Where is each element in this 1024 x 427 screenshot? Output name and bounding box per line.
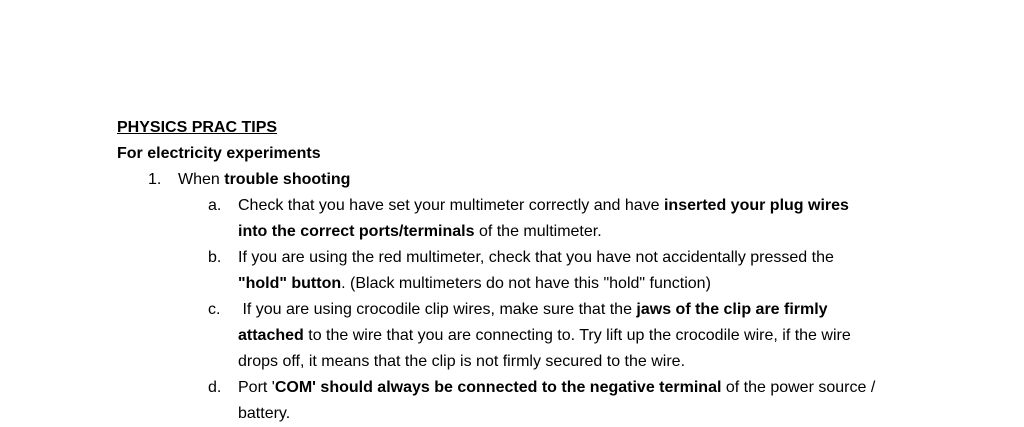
sub-item-d-l1-plain-a: Port ' [238, 379, 275, 396]
sub-item-c-l3-plain: drops off, it means that the clip is not firmly secured to the wire. [238, 353, 686, 370]
sub-item-a-l1-plain: Check that you have set your multimeter correctly and have [238, 197, 664, 214]
sub-item-b-l1-plain: If you are using the red multimeter, check that you have not accidentally pressed the [238, 249, 834, 266]
sub-item-c-l1-plain: If you are using crocodile clip wires, make sure that the [238, 301, 637, 318]
section-subtitle: For electricity experiments [117, 145, 321, 162]
sub-item-c-line-1 [238, 297, 828, 323]
sub-item-d-marker: d. [208, 379, 222, 396]
sub-item-d-l1-plain-b: of the power source / [721, 379, 876, 396]
sub-item-b-l2-bold: "hold" button [238, 275, 342, 292]
document-title: PHYSICS PRAC TIPS [117, 119, 278, 136]
sub-item-a-l2-plain: of the multimeter. [474, 223, 602, 240]
sub-item-a-l1-bold: inserted your plug wires [663, 197, 849, 214]
sub-item-a-line-2 [238, 219, 602, 245]
sub-item-d-l1-bold: COM' should always be connected to the negative terminal [274, 379, 722, 396]
list-item-1-bold: trouble shooting [224, 171, 351, 188]
sub-item-c-marker: c. [208, 301, 221, 318]
sub-item-b-l2-plain: . (Black multimeters do not have this "hold" function) [341, 275, 711, 292]
sub-item-a-marker: a. [208, 197, 222, 214]
sub-item-b-marker: b. [208, 249, 222, 266]
sub-item-c-line-3 [238, 349, 685, 375]
sub-item-a-l2-bold: into the correct ports/terminals [238, 223, 475, 240]
sub-item-d-line-2 [238, 401, 290, 427]
list-item-1-plain: When [178, 171, 225, 188]
sub-item-d-l2-plain: battery. [238, 405, 291, 422]
list-item-1-marker: 1. [148, 171, 162, 188]
sub-item-d-line-1 [238, 375, 875, 401]
sub-item-b-line-1 [238, 245, 834, 271]
sub-item-c-l2-bold: attached [238, 327, 304, 344]
sub-item-c-line-2 [238, 323, 851, 349]
sub-item-c-l2-plain: to the wire that you are connecting to. Try lift up the crocodile wire, if the wire [303, 327, 851, 344]
sub-item-b-line-2 [238, 271, 711, 297]
sub-item-a-line-1 [238, 193, 849, 219]
list-item-1-text [178, 167, 350, 193]
sub-item-c-l1-bold: jaws of the clip are firmly [636, 301, 828, 318]
